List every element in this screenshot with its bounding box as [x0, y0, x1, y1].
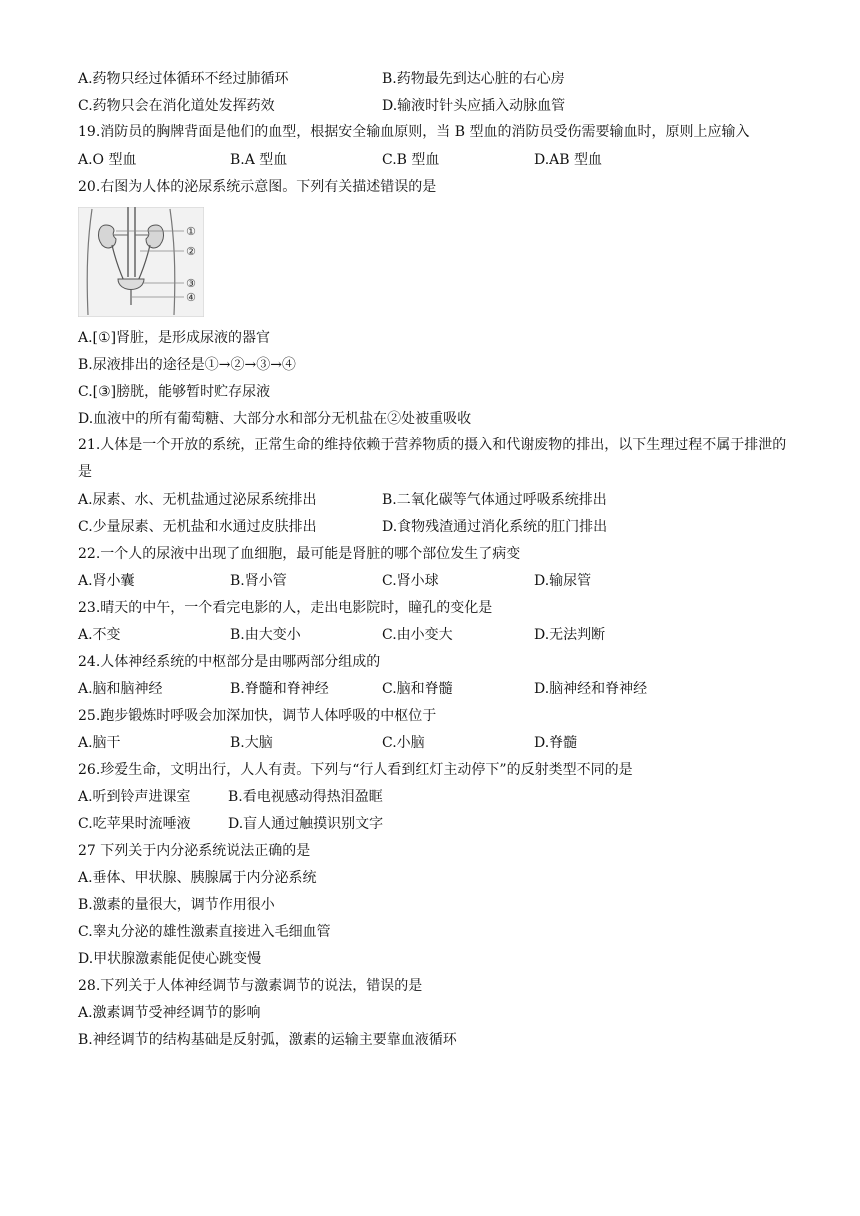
q18-option-a: A.药物只经过体循环不经过肺循环 — [78, 71, 289, 87]
q19-options — [78, 149, 788, 176]
q25-stem: 25.跑步锻炼时呼吸会加深加快，调节人体呼吸的中枢位于 — [78, 708, 437, 724]
q23-option-a: A.不变 — [78, 627, 121, 643]
q27-option-b: B.激素的量很大，调节作用很小 — [78, 897, 275, 913]
q18-options-row-2 — [78, 95, 788, 122]
q18-options-row-1 — [78, 68, 788, 95]
q24-stem: 24.人体神经系统的中枢部分是由哪两部分组成的 — [78, 654, 381, 670]
figure-label-1: ① — [186, 225, 196, 238]
urinary-system-figure — [78, 207, 204, 317]
q28-option-a: A.激素调节受神经调节的影响 — [78, 1005, 261, 1021]
figure-label-2: ② — [186, 245, 196, 258]
q24-options — [78, 678, 788, 705]
q25-options — [78, 732, 788, 759]
q23-stem: 23.晴天的中午，一个看完电影的人，走出电影院时，瞳孔的变化是 — [78, 600, 493, 616]
q20-option-d: D.血液中的所有葡萄糖、大部分水和部分无机盐在②处被重吸收 — [78, 411, 472, 427]
q22-option-a: A.肾小囊 — [78, 573, 135, 589]
q28-stem: 28.下列关于人体神经调节与激素调节的说法，错误的是 — [78, 978, 423, 994]
figure-label-3: ③ — [186, 277, 196, 290]
q19-option-d: D.AB 型血 — [534, 152, 603, 168]
q27-stem: 27 下列关于内分泌系统说法正确的是 — [78, 843, 311, 859]
q24-option-a: A.脑和脑神经 — [78, 681, 163, 697]
q19-option-b: B.A 型血 — [230, 152, 288, 168]
figure-label-4: ④ — [186, 291, 196, 304]
q25-option-d: D.脊髓 — [534, 735, 578, 751]
q25-option-b: B.大脑 — [230, 735, 273, 751]
q20-option-b: B.尿液排出的途径是①→②→③→④ — [78, 357, 296, 373]
q26-option-b: B.看电视感动得热泪盈眶 — [228, 789, 383, 805]
q23-option-c: C.由小变大 — [382, 627, 453, 643]
q24-option-d: D.脑神经和脊神经 — [534, 681, 648, 697]
q22-options — [78, 570, 788, 597]
q26-options-row-2 — [78, 813, 788, 840]
q22-option-b: B.肾小管 — [230, 573, 287, 589]
q18-option-c: C.药物只会在消化道处发挥药效 — [78, 98, 275, 114]
q20-option-a: A.[①]肾脏，是形成尿液的器官 — [78, 330, 271, 346]
q21-option-d: D.食物残渣通过消化系统的肛门排出 — [382, 519, 608, 535]
q27-option-d: D.甲状腺激素能促使心跳变慢 — [78, 951, 262, 967]
q21-options-row-2 — [78, 516, 788, 543]
q21-option-b: B.二氧化碳等气体通过呼吸系统排出 — [382, 492, 607, 508]
q27-option-c: C.睾丸分泌的雄性激素直接进入毛细血管 — [78, 924, 331, 940]
q26-options-row-1 — [78, 786, 788, 813]
q28-option-b: B.神经调节的结构基础是反射弧，激素的运输主要靠血液循环 — [78, 1032, 457, 1048]
q22-option-c: C.肾小球 — [382, 573, 439, 589]
q21-option-a: A.尿素、水、无机盐通过泌尿系统排出 — [78, 492, 317, 508]
q18-option-d: D.输液时针头应插入动脉血管 — [382, 98, 566, 114]
q23-options — [78, 624, 788, 651]
q27-option-a: A.垂体、甲状腺、胰腺属于内分泌系统 — [78, 870, 317, 886]
q21-options-row-1 — [78, 489, 788, 516]
q19-option-a: A.O 型血 — [78, 152, 137, 168]
q19-option-c: C.B 型血 — [382, 152, 440, 168]
q22-stem: 22.一个人的尿液中出现了血细胞，最可能是肾脏的哪个部位发生了病变 — [78, 546, 521, 562]
q25-option-a: A.脑干 — [78, 735, 121, 751]
q18-option-b: B.药物最先到达心脏的右心房 — [382, 71, 565, 87]
urinary-system-diagram — [78, 207, 204, 317]
exam-page — [78, 68, 788, 1056]
q26-option-c: C.吃苹果时流唾液 — [78, 816, 191, 832]
q23-option-d: D.无法判断 — [534, 627, 606, 643]
q20-stem: 20.右图为人体的泌尿系统示意图。下列有关描述错误的是 — [78, 179, 437, 195]
q26-stem: 26.珍爱生命，文明出行，人人有责。下列与“行人看到红灯主动停下”的反射类型不同的是 — [78, 762, 633, 778]
q21-option-c: C.少量尿素、无机盐和水通过皮肤排出 — [78, 519, 317, 535]
q24-option-c: C.脑和脊髓 — [382, 681, 453, 697]
q26-option-a: A.听到铃声进课室 — [78, 789, 191, 805]
q20-option-c: C.[③]膀胱，能够暂时贮存尿液 — [78, 384, 271, 400]
q23-option-b: B.由大变小 — [230, 627, 301, 643]
q24-option-b: B.脊髓和脊神经 — [230, 681, 329, 697]
q19-stem: 19.消防员的胸牌背面是他们的血型，根据安全输血原则，当 B 型血的消防员受伤需要输血时，原则上应输入 — [78, 124, 750, 140]
q26-option-d: D.盲人通过触摸识别文字 — [228, 816, 384, 832]
q22-option-d: D.输尿管 — [534, 573, 592, 589]
q21-stem: 21.人体是一个开放的系统，正常生命的维持依赖于营养物质的摄入和代谢废物的排出，以下生理过程不属于排泄的是 — [78, 437, 787, 480]
q25-option-c: C.小脑 — [382, 735, 425, 751]
